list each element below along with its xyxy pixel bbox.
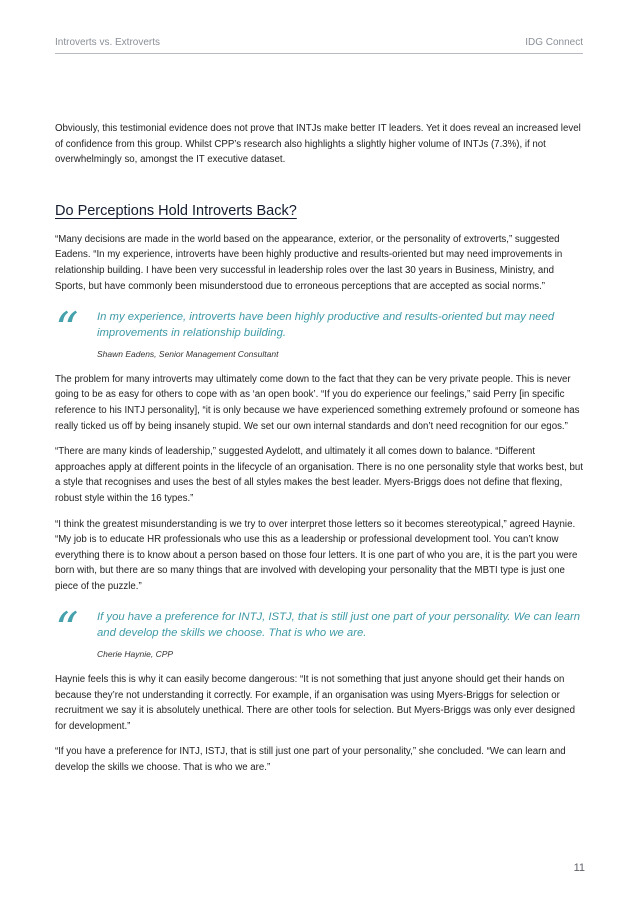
paragraph-haynie: “I think the greatest misunderstanding is we try to over interpret those letters so it becomes stereotypical,” agreed Haynie. “My job is to educate HR professionals who use this as a leadership or professional development tool. You can’t know everything there is to know about a person based on those four letters. It is one part of who you are, it is the part you were born with, but there are so many things that are involved with developing your personality that the MBTI type is just one piece of the puzzle.”	[55, 518, 578, 592]
paragraph-aydelott: “There are many kinds of leadership,” suggested Aydelott, and ultimately it all comes down to balance. “Different approaches apply at different points in the lifecycle of an organisation. There is no one personality style that works best, but a style that recognises and uses the best of all styles makes the best leader. Myers-Briggs does not define that flexing, robust style within the 16 types.”	[55, 446, 583, 504]
article-body	[55, 121, 587, 786]
header-title: Introverts vs. Extroverts	[55, 37, 161, 48]
page-number: 11	[573, 862, 585, 874]
paragraph-perry: The problem for many introverts may ultimately come down to the fact that they can be very private people. This is never going to be as easy for others to cope with as ‘an open book’. “If you do experience our feelings,” said Perry [in specific reference to his INTJ personality], “it is only because we have experienced something extremely profound or someone has really ticked us off by being insanely stupid. We set our own internal standards and don’t need recognition for our egos.”	[55, 373, 580, 432]
intro-paragraph: Obviously, this testimonial evidence does not prove that INTJs make better IT leaders. Yet it does reveal an increased level of confidence from this group. Whilst CPP’s research also highlights a slightly higher volume of INTJs (7.3%), if not overwhelmingly so, amongst the IT executive dataset.	[55, 123, 581, 166]
quote-mark-icon: “	[55, 602, 79, 657]
quote-mark-icon: “	[55, 302, 79, 357]
paragraph-eadens: “Many decisions are made in the world based on the appearance, exterior, or the personality of extroverts,” suggested Eadens. “In my experience, introverts have been highly productive and results-oriented but may need improvements in relationship building. I have been very successful in leadership roles over the last 30 years in Business, Ministry, and Sports, but have commonly been misunderstood due to erroneous perceptions that are accepted as social norms.”	[55, 233, 563, 292]
section-title: Do Perceptions Hold Introverts Back?	[55, 202, 297, 219]
paragraph-conclusion: “If you have a preference for INTJ, ISTJ, that is still just one part of your personality,” she concluded. “We can learn and develop the skills we choose. That is who we are.”	[55, 746, 566, 774]
pull-quote-attribution: Cherie Haynie, CPP	[97, 649, 174, 660]
paragraph-haynie-danger: Haynie feels this is why it can easily become dangerous: “It is not something that just anyone should get their hands on because they’re not understanding it correctly. For example, if an organisation was using Myers-Briggs for selection or recruitment we say it is absolutely unethical. There are other tools for selection. But Myers-Briggs was only ever designed for development.”	[55, 674, 575, 732]
header-publisher: IDG Connect	[525, 37, 583, 48]
pull-quote-text: If you have a preference for INTJ, ISTJ, that is still just one part of your personality. We can learn and develop the skills we choose. That is who we are.	[97, 611, 581, 640]
pull-quote-text: In my experience, introverts have been highly productive and results-oriented but may need improvements in relationship building.	[97, 311, 555, 339]
pull-quote-attribution: Shawn Eadens, Senior Management Consultant	[97, 348, 279, 359]
pull-quote-eadens	[55, 302, 587, 359]
pull-quote-haynie	[55, 602, 587, 660]
running-header	[55, 37, 583, 54]
